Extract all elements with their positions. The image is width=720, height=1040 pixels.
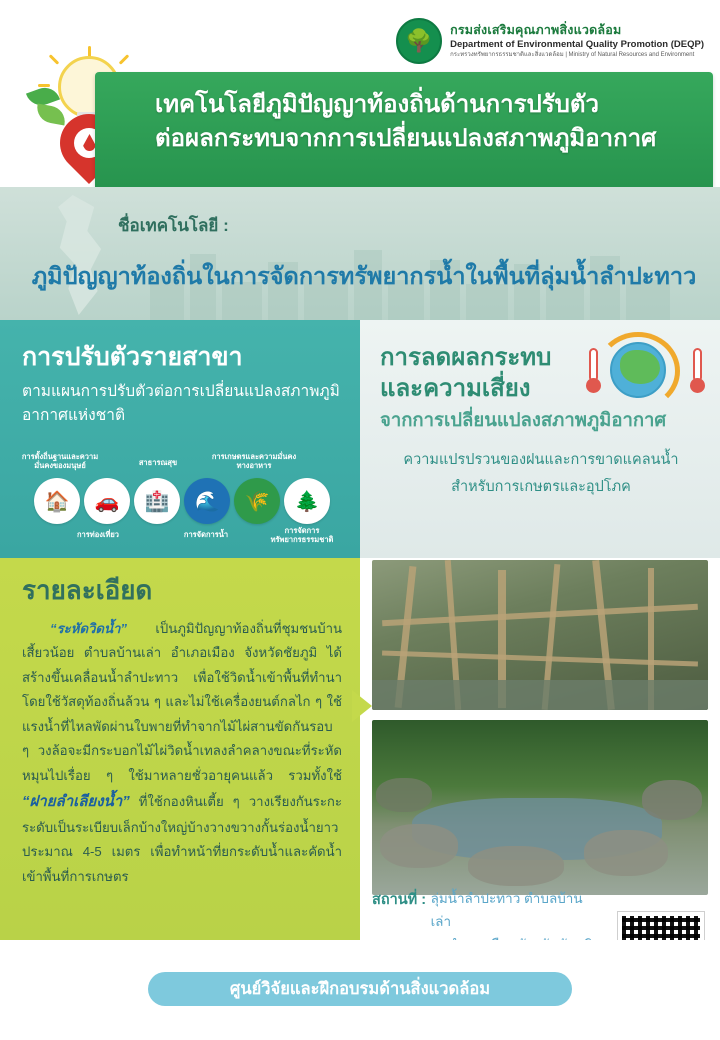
impact-title-line1: การลดผลกระทบ: [380, 344, 552, 371]
ministry-seal-icon: 🌳: [396, 18, 442, 64]
organization-text: [450, 23, 704, 59]
details-panel: [0, 558, 360, 940]
sector-icon-row: [8, 452, 360, 558]
organization-name-en: Department of Environmental Quality Promotion (DEQP): [450, 38, 704, 50]
natural-resources-icon: 🌲: [284, 478, 330, 524]
place-line1: ลุ่มน้ำลำปะทาว ตำบลบ้านเล่า: [430, 891, 583, 929]
technology-label: ชื่อเทคโนโลยี :: [118, 216, 229, 235]
impact-subtitle: จากการเปลี่ยนแปลงสภาพภูมิอากาศ: [380, 409, 667, 431]
hero-banner: [95, 72, 713, 187]
ministry-name: กระทรวงทรัพยากรธรรมชาติและสิ่งแวดล้อม | Ministry of Natural Resources and Environment: [450, 51, 695, 58]
photo-stream-weir: [372, 720, 708, 895]
public-health-icon: 🏥: [134, 478, 180, 524]
sector-caption-5: การจัดการทรัพยากรธรรมชาติ: [270, 526, 334, 545]
details-body: [22, 617, 342, 889]
thermometer-left-bulb-icon: [586, 378, 601, 393]
thermometer-right-bulb-icon: [690, 378, 705, 393]
pointer-arrow-icon: [352, 690, 372, 722]
footer-text: ศูนย์วิจัยและฝึกอบรมด้านสิ่งแวดล้อม: [229, 980, 491, 998]
water-management-icon: 🌊: [184, 478, 230, 524]
organization-logo: [396, 18, 704, 64]
details-highlight-1: “ระหัดวิดน้ำ”: [50, 621, 128, 636]
impact-panel: [360, 320, 720, 558]
globe-land-shape: [620, 350, 660, 384]
sector-caption-4: การจัดการน้ำ: [183, 530, 229, 539]
impact-body-line2: สำหรับการเกษตรและอุปโภค: [451, 479, 631, 496]
adaptation-body: ตามแผนการปรับตัวต่อการเปลี่ยนแปลงสภาพภูมิอากาศแห่งชาติ: [22, 383, 340, 425]
adaptation-title: การปรับตัวรายสาขา: [22, 343, 243, 371]
sector-caption-1: สาธารณสุข: [138, 458, 178, 467]
tourism-icon: 🚗: [84, 478, 130, 524]
hero-title-line1: เทคโนโลยีภูมิปัญญาท้องถิ่นด้านการปรับตัว: [155, 91, 599, 118]
thermometer-right-icon: [693, 348, 702, 382]
details-highlight-2: “ฝายลำเลียงน้ำ”: [22, 792, 130, 810]
place-label: สถานที่ :: [372, 892, 427, 908]
sector-caption-0: การตั้งถิ่นฐานและความมั่นคงของมนุษย์: [21, 452, 99, 471]
impact-title-line2: และความเสี่ยง: [380, 375, 531, 403]
details-paragraph-2: ที่ใช้กองหินเตี้ย ๆ วางเรียงกันระกะระดับเป็นระเบียบเล็กบ้างใหญ่บ้างวางขวางกั้นร่องน้ำยาวประมาณ 4-5 เมตร เพื่อทำหน้าที่ยกระดับน้ำและคัดน้ำเข้าพื้นที่การเกษตร: [22, 793, 342, 884]
sector-caption-3: การท่องเที่ยว: [76, 530, 119, 539]
photo-column: [372, 560, 708, 895]
technology-value: ภูมิปัญญาท้องถิ่นในการจัดการทรัพยากรน้ำในพื้นที่ลุ่มน้ำลำปะทาว: [31, 263, 697, 289]
sector-caption-2: การเกษตรและความมั่นคงทางอาหาร: [211, 452, 297, 471]
photo-bamboo-water-wheel: [372, 560, 708, 710]
impact-body-line1: ความแปรปรวนของฝนและการขาดแคลนน้ำ: [403, 452, 679, 469]
footer-pill: [148, 972, 572, 1006]
organization-name-th: กรมส่งเสริมคุณภาพสิ่งแวดล้อม: [450, 23, 622, 37]
hero-title-line2: ต่อผลกระทบจากการเปลี่ยนแปลงสภาพภูมิอากาศ: [155, 125, 657, 153]
agriculture-icon: 🌾: [234, 478, 280, 524]
settlement-icon: 🏠: [34, 478, 80, 524]
technology-name-band: [0, 187, 720, 320]
thermometer-left-icon: [589, 348, 598, 382]
details-paragraph-1: เป็นภูมิปัญญาท้องถิ่นที่ชุมชนบ้านเสี้ยวน้อย ตำบลบ้านเล่า อำเภอเมือง จังหวัดชัยภูมิ ได้สร้างขึ้นเคลื่อนน้ำลำปะทาว เพื่อใช้วิดน้ำเข้าพื้นที่ทำนา โดยใช้วัสดุท้องถิ่นล้วน ๆ และไม่ใช้เครื่องยนต์กลไก ๆ ใช้แรงน้ำที่ไหลพัดผ่านใบพายที่ทำจากไม้ไผ่สานขัดกันรอบ ๆ วงล้อจะมีกระบอกไม้ไผ่วิดน้ำเทลงลำคลางขณะที่ระหัดหมุนไปเรื่อย ๆ ใช้มาหลายชั่วอายุคนแล้ว รวมทั้งใช้: [22, 621, 342, 783]
details-title: รายละเอียด: [22, 575, 153, 605]
